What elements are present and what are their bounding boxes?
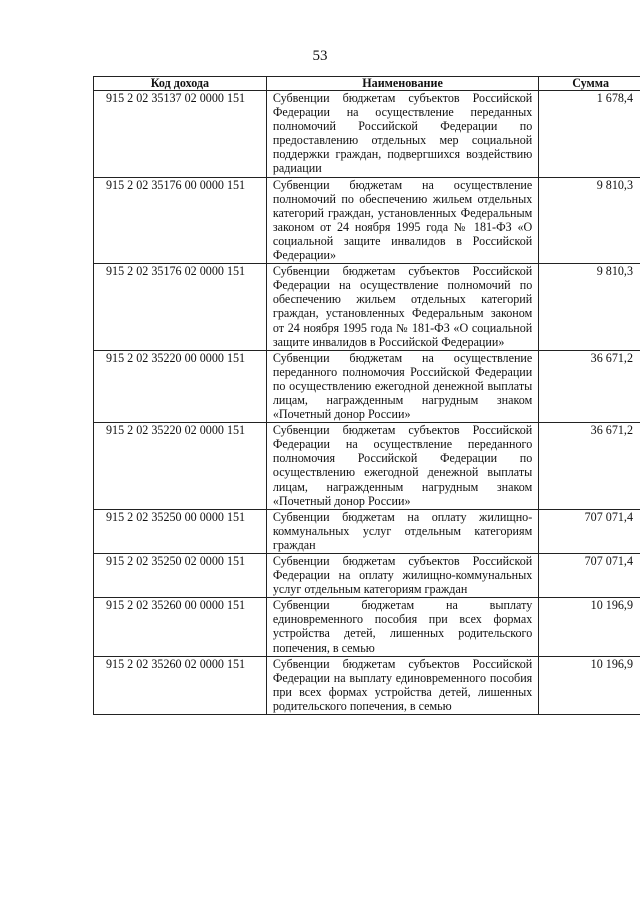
- row-name: Субвенции бюджетам субъектов Российской Федерации на осуществление полномочий по обеспечению жильем отдельных категорий граждан, установленных Федеральным законом от 24 ноября 1995 года № 181-ФЗ «О социальной защите инвалидов в Российской Федерации»: [266, 264, 538, 351]
- row-code: 915 2 02 35250 00 0000 151: [94, 509, 267, 553]
- row-sum: 9 810,3: [539, 264, 640, 351]
- row-name: Субвенции бюджетам на выплату единовременного пособия при всех формах устройства детей, лишенных родительского попечения, в семью: [266, 598, 538, 656]
- row-name: Субвенции бюджетам субъектов Российской Федерации на оплату жилищно-коммунальных услуг отдельным категориям граждан: [266, 554, 538, 598]
- row-name: Субвенции бюджетам на осуществление переданного полномочия Российской Федерации по осуществлению ежегодной денежной выплаты лицам, награжденным нагрудным знаком «Почетный донор России»: [266, 350, 538, 422]
- row-name: Субвенции бюджетам субъектов Российской Федерации на выплату единовременного пособия при всех формах устройства детей, лишенных родительского попечения, в семью: [266, 656, 538, 714]
- row-name: Субвенции бюджетам на осуществление полномочий по обеспечению жильем отдельных категорий граждан, установленных Федеральным законом от 24 ноября 1995 года № 181-ФЗ «О социальной защите инвалидов в Российской Федерации»: [266, 177, 538, 264]
- row-code: 915 2 02 35176 02 0000 151: [94, 264, 267, 351]
- row-sum: 10 196,9: [539, 656, 640, 714]
- table-row: [94, 554, 640, 598]
- table-header-row: [94, 77, 640, 91]
- row-sum: 9 810,3: [539, 177, 640, 264]
- row-sum: 10 196,9: [539, 598, 640, 656]
- row-code: 915 2 02 35220 02 0000 151: [94, 423, 267, 510]
- page-number: 53: [312, 48, 328, 64]
- row-name: Субвенции бюджетам на оплату жилищно-коммунальных услуг отдельным категориям граждан: [266, 509, 538, 553]
- row-code: 915 2 02 35137 02 0000 151: [94, 91, 267, 178]
- table-row: [94, 177, 640, 264]
- header-name: Наименование: [266, 77, 538, 91]
- row-name: Субвенции бюджетам субъектов Российской Федерации на осуществление переданных полномочий Российской Федерации по предоставлению отдельных мер социальной поддержки граждан, подвергшихся воздействию радиации: [266, 91, 538, 178]
- table-row: [94, 264, 640, 351]
- table-row: [94, 350, 640, 422]
- income-table: [93, 76, 640, 715]
- row-name: Субвенции бюджетам субъектов Российской Федерации на осуществление переданного полномочия Российской Федерации по осуществлению ежегодной денежной выплаты лицам, награжденным нагрудным знаком «Почетный донор России»: [266, 423, 538, 510]
- table-row: [94, 656, 640, 714]
- row-code: 915 2 02 35260 00 0000 151: [94, 598, 267, 656]
- table-row: [94, 423, 640, 510]
- row-sum: 707 071,4: [539, 554, 640, 598]
- table-row: [94, 598, 640, 656]
- row-sum: 36 671,2: [539, 423, 640, 510]
- header-code: Код дохода: [94, 77, 267, 91]
- row-code: 915 2 02 35220 00 0000 151: [94, 350, 267, 422]
- row-sum: 707 071,4: [539, 509, 640, 553]
- row-code: 915 2 02 35176 00 0000 151: [94, 177, 267, 264]
- table-row: [94, 509, 640, 553]
- row-sum: 1 678,4: [539, 91, 640, 178]
- table-row: [94, 91, 640, 178]
- row-code: 915 2 02 35250 02 0000 151: [94, 554, 267, 598]
- header-sum: Сумма: [539, 77, 640, 91]
- row-code: 915 2 02 35260 02 0000 151: [94, 656, 267, 714]
- row-sum: 36 671,2: [539, 350, 640, 422]
